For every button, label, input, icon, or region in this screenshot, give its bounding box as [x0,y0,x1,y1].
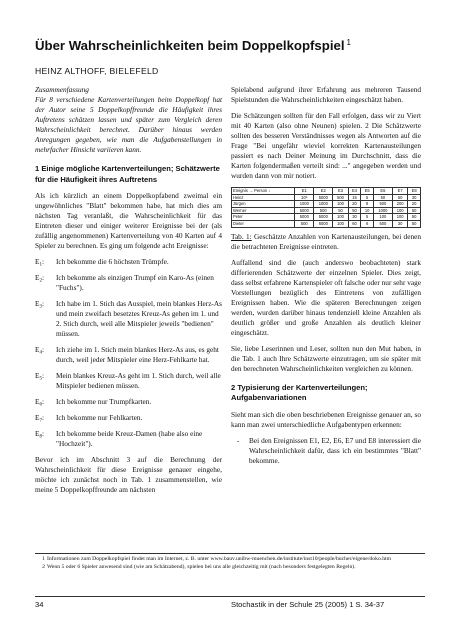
footnote [35,556,425,564]
event-label: $E_5$: [35,371,44,382]
event-text: Ich bekomme nur Trumpfkarten. [56,397,152,406]
table-cell: 500 [295,220,314,227]
table-cell: 30 [392,220,407,227]
table-row [232,214,421,221]
event-list [35,257,222,449]
table-caption-text: Geschätzte Anzahlen von Kartenausteilungen, bei denen die betrachteten Ereignisse eintreten. [231,231,421,251]
section-1-outro: Bevor ich im Abschnitt 3 auf die Berechnung der Wahrscheinlichkeit für diese Ereignisse genauer eingehe, möchte ich zunächst noch in Tab. 1 zusammenstellen, wie meine 5 Doppelkopffreunde am nächsten [35,455,222,494]
event-label: $E_6$: [35,397,44,408]
table-cell: 5 [361,194,374,201]
section-2-bullet-text: Bei den Ereignissen E1, E2, E6, E7 und E8 interessiert die Wahrscheinlichkeit dafür, dass ich ein bestimmtes "Blatt" bekomme. [249,435,421,465]
table-header-cell: E4 [348,188,361,195]
section-2-heading: 2 Typisierung der Kartenverteilungen; Aufgabenvariationen [231,382,368,403]
table-cell: 200 [392,201,407,208]
event-item [35,257,222,267]
table-row [232,220,421,227]
right-paragraph-4: Sie, liebe Leserinnen und Leser, sollten nun den Mut haben, in die Tab. 1 auch Ihre Schätzwerte einzutragen, um sie später mit den berechneten Wahrscheinlichkeiten vergleichen zu können. [231,343,421,373]
table-cell: 20 [348,201,361,208]
event-text: Mein blankes Kreuz-As geht im 1. Stich durch, weil alle Mitspieler bedienen müssen. [56,371,221,390]
table-cell: 500 [373,220,392,227]
event-label: $E_4$: [35,345,44,356]
table-header-row [232,188,421,195]
table-row [232,201,421,208]
table-cell: 100 [392,207,407,214]
table-cell: 1000 [373,207,392,214]
table-cell: 100 [333,214,348,221]
table-cell: 15 [348,194,361,201]
event-item [35,345,222,365]
table-row [232,194,421,201]
table-header-cell: E1 [295,188,314,195]
table-cell: 60 [348,220,361,227]
footnotes [35,553,425,571]
table-cell: 5000 [314,194,333,201]
table-cell: 50 [408,220,421,227]
event-label: $E_2$: [35,273,44,284]
table-cell: 500 [373,201,392,208]
event-text: Ich bekomme beide Kreuz-Damen (habe also eine "Hochzeit"). [56,429,203,448]
footer-rule [35,596,425,597]
table-cell: Werner [232,207,295,214]
event-text: Ich bekomme nur Fehlkarten. [56,413,143,422]
table-header-cell: E2 [314,188,333,195]
left-column [35,85,222,495]
section-2-bullet [231,436,421,466]
table-cell: 30 [408,194,421,201]
table-cell: 500 [314,207,333,214]
table-cell: Dieter [232,220,295,227]
table-cell: 100 [333,201,348,208]
table-cell: 50 [348,207,361,214]
table-header-cell: Ereignis → Person ↓ [232,188,295,195]
table-cell: 50 [408,214,421,221]
journal-reference: Stochastik in der Schule 25 (2005) 1 S. 34-37 [231,600,385,609]
table-cell: 6000 [314,220,333,227]
table-caption-label: Tab. 1: [231,231,252,241]
footnote-number: 1 [42,556,45,562]
table-cell: Jürgen [232,201,295,208]
table-cell: 10 [361,207,374,214]
event-text: Ich bekomme die 6 höchsten Trümpfe. [56,257,169,266]
estimates-table [231,187,421,228]
event-label: $E_3$: [35,299,44,310]
event-text: Ich bekomme als einzigen Trumpf ein Karo-As (einen "Fuchs"). [56,273,214,292]
table-row [232,207,421,214]
abstract-heading: Zusammenfassung [35,85,89,94]
table-caption [231,232,421,252]
table-cell: 100 [373,214,392,221]
section-1-heading: 1 Einige mögliche Kartenverteilungen; Schätzwerte für die Häufigkeit ihres Auftretens [35,164,220,184]
page-number: 34 [35,600,44,609]
event-text: Ich habe im 1. Stich das Ausspiel, mein blankes Herz-As und mein zweifach besetztes Kreuz-As gehen im 1. und 2. Stich durch, weil alle Mitspieler jeweils "bedienen" müssen. [56,299,222,338]
table-cell: 5000 [314,214,333,221]
event-item [35,397,222,407]
table-header-cell: E3 [333,188,348,195]
table-cell: Heinz [232,194,295,201]
table-cell: 5 [361,214,374,221]
table-header-cell: E8 [408,188,421,195]
table-cell: 500 [333,194,348,201]
table-cell: 6 [361,220,374,227]
table-cell: 30 [348,214,361,221]
bullet-dash: - [237,435,240,445]
author-line: HEINZ ALTHOFF, BIELEFELD [35,66,159,76]
section-2-paragraph: Sieht man sich die oben beschriebenen Ereignisse genauer an, so kann man zwei unterschiedliche Aufgabentypen erkennen: [231,409,421,429]
table-header-cell: E7 [392,188,407,195]
footnote-text: Wenn 5 oder 6 Spieler anwesend sind (wie am Schätzabend), spielen bei uns alle gleichzeitig mit (nach besonders festgelegten Regeln). [47,563,356,570]
section-1-intro: Als ich kürzlich an einem Doppelkopfabend zweimal ein ungewöhnliches "Blatt" bekommen habe, hat mich dies am nächsten Tag veranlaßt, die Wahrscheinlichkeit für das Eintreten dieser und einiger weiterer Ereignisse bei der (als zufällig angenommenen) Kartenverteilung von 40 Karten auf 4 Spieler zu berechnen. Es ging um folgende acht Ereignisse: [35,191,222,250]
footnote-number: 2 [42,563,45,570]
right-paragraph-1: Spielabend aufgrund ihrer Erfahrung aus mehreren Tausend Spielstunden die Wahrscheinlichkeiten eingeschätzt haben. [231,85,421,104]
table-header-cell: E5 [361,188,374,195]
footnote [35,564,425,572]
table-cell: 50 [408,207,421,214]
event-item [35,273,222,293]
abstract-text: Für 8 verschiedene Kartenverteilungen beim Doppelkopf hat der Autor seine 5 Doppelkopffreunde die Häufigkeit ihres Auftretens schätzen lassen und später zum Vergleich deren Wahrscheinlichkeit berechnet. Darüber hinaus werden Anregungen gegeben, wie man die Aufgabenstellungen in mehrfacher Hinsicht variieren kann. [35,95,222,154]
table-cell: 5000 [295,207,314,214]
table-cell: 50 [333,207,348,214]
footnote-text: Informationen zum Doppelkopfspiel findet man im Internet, z. B. unter www.bauv.unibw-muenchen.de/institute/inst10/people/bucher/eigene/doko.htm [47,556,392,562]
table-cell: 5000 [295,214,314,221]
table-cell: 100 [392,214,407,221]
event-text: Ich ziehe im 1. Stich mein blankes Herz-As aus, es geht durch, weil jeder Mitspieler eine Herz-Fehlkarte hat. [56,345,219,364]
event-item [35,413,222,423]
table-cell: 50 [392,194,407,201]
table-header-cell: E6 [373,188,392,195]
table-cell: 100 [333,220,348,227]
event-label: $E_7$: [35,413,44,424]
table-cell: 8 [361,201,374,208]
table-cell: 1000 [314,201,333,208]
event-label: $E_1$: [35,257,44,268]
article-title: Über Wahrscheinlichkeiten beim Doppelkopfspiel $^1$ [35,38,351,53]
event-item [35,429,222,449]
right-column [231,85,421,466]
right-paragraph-3: Auffallend sind die (auch anderswo beobachteten) stark differierenden Schätzwerte der einzelnen Spieler. Dies zeigt, dass selbst erfahrene Kartenspieler oft falsche oder nur sehr vage Vorstellungen bezüglich des Eintretens von zufälligen Ereignissen haben. Wie die späteren Berechnungen zeigen werden, wurden darüber hinaus tendenziell kleine Anzahlen als deutlich größer und große Anzahlen als deutlich kleiner eingeschätzt. [231,257,421,337]
event-label: $E_8$: [35,429,44,440]
table-cell: 1000 [295,201,314,208]
event-item [35,299,222,339]
title-footnote-marker: 1 [346,38,351,47]
table-cell: 20 [408,201,421,208]
table-cell: 10⁶ [295,194,314,201]
right-paragraph-2: Die Schätzungen sollten für den Fall erfolgen, dass wir zu Viert mit 40 Karten (also ohne Neunen) spielen. 2 Die Schätzwerte sollten des besseren Verständnisses wegen als Antworten auf die Frage "Bei ungefähr wieviel korrekten Kartenausteilungen passiert es nach Deiner Meinung im Durchschnitt, dass die Karten folgendermaßen verteilt sind: ..." angegeben werden und wurden dann von mir notiert. [231,111,421,180]
table-cell: 50 [373,194,392,201]
event-item [35,371,222,391]
table-cell: Peter [232,214,295,221]
